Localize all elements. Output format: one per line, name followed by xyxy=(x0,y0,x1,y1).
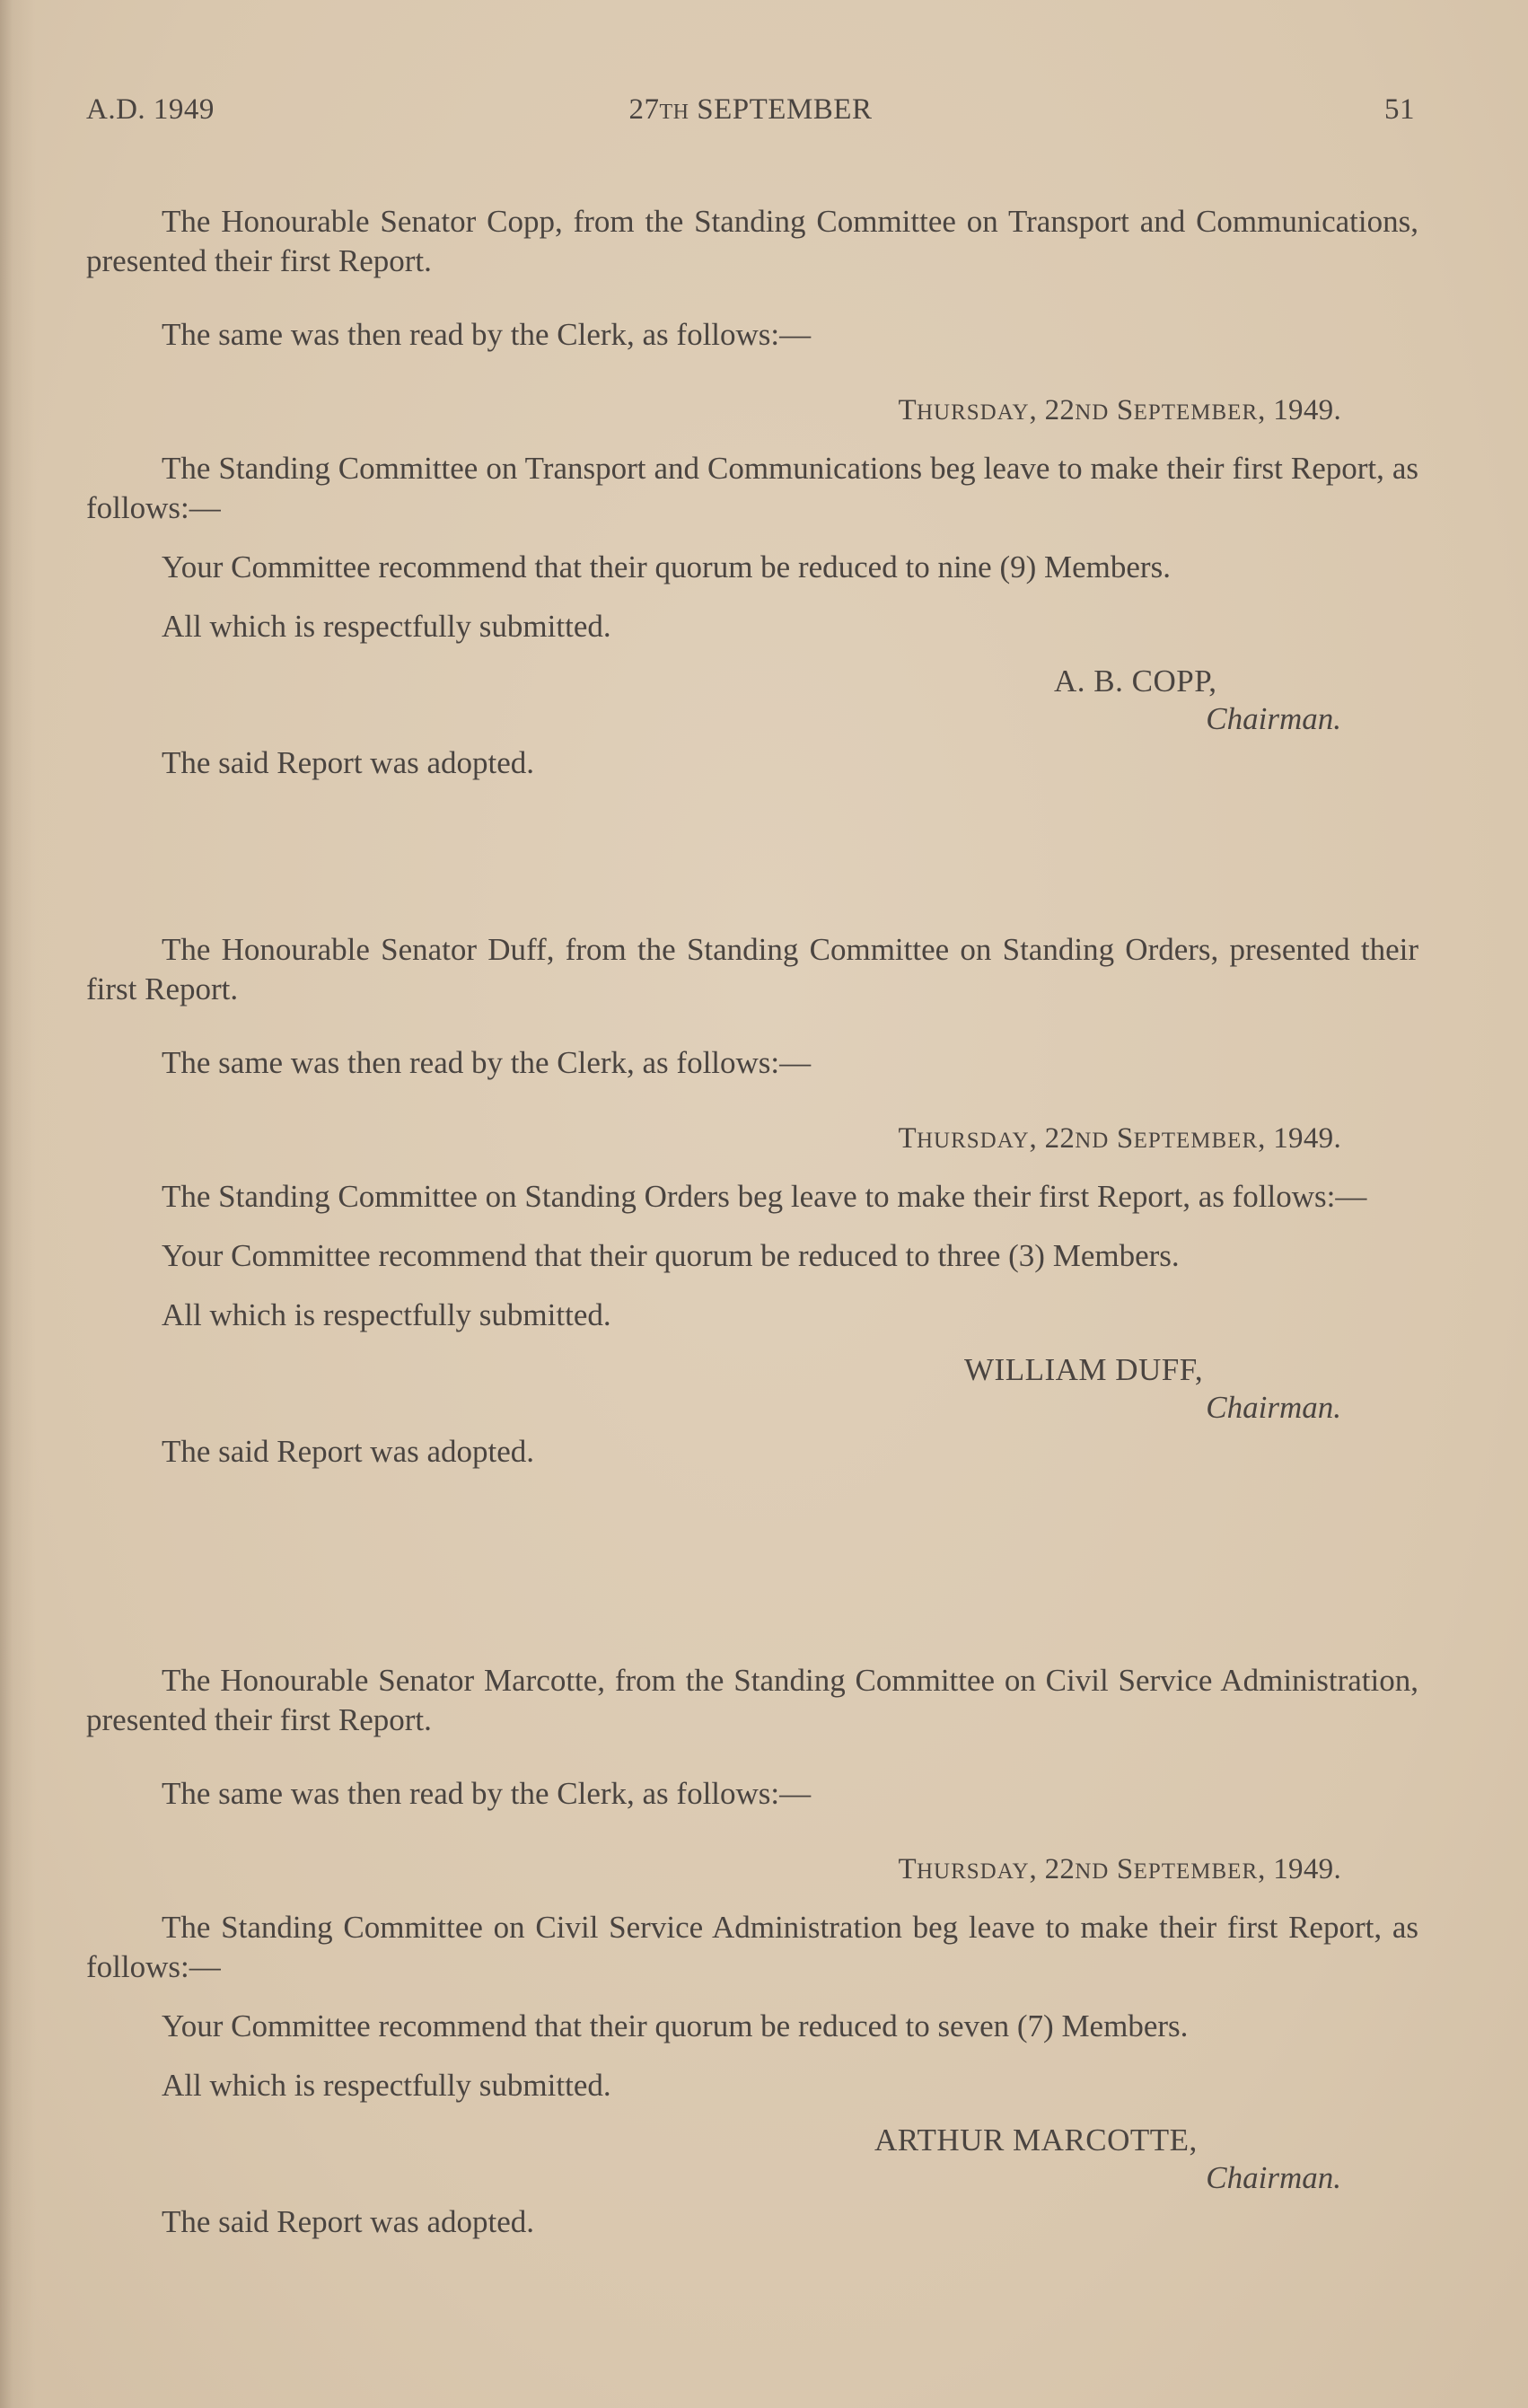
report-section-3 xyxy=(86,1661,1418,2242)
page-header xyxy=(86,93,1415,133)
signatory-name-text: ARTHUR MARCOTTE, xyxy=(874,2122,1198,2158)
signatory-title: Chairman. xyxy=(1206,2160,1341,2195)
date-ordinal: ND xyxy=(1075,400,1110,425)
report-signature xyxy=(86,663,1418,738)
date-year: , 1949. xyxy=(1258,394,1341,426)
report-date xyxy=(86,1119,1418,1161)
date-month-initial: S xyxy=(1116,1853,1134,1885)
report-read-statement: The same was then read by the Clerk, as follows:— xyxy=(162,1045,812,1080)
report-adopted: The said Report was adopted. xyxy=(162,2204,535,2239)
report-section-1 xyxy=(86,202,1418,783)
report-recommendation: Your Committee recommend that their quorum be reduced to three (3) Members. xyxy=(162,1238,1180,1273)
date-day-initial: T xyxy=(898,394,917,426)
signatory-title: Chairman. xyxy=(1206,701,1341,736)
report-section-2 xyxy=(86,930,1418,1472)
date-day-rest: HURSDAY xyxy=(916,400,1030,425)
date-day-initial: T xyxy=(898,1122,917,1155)
date-number: , 22 xyxy=(1029,1122,1076,1155)
date-number: , 22 xyxy=(1029,394,1076,426)
report-intro: The Honourable Senator Copp, from the Standing Committee on Transport and Communications, presented their first Report. xyxy=(86,204,1418,278)
header-year: A.D. 1949 xyxy=(86,93,215,126)
report-intro: The Honourable Senator Marcotte, from the Standing Committee on Civil Service Administration, presented their first Report. xyxy=(86,1663,1418,1737)
report-recommendation: Your Committee recommend that their quorum be reduced to nine (9) Members. xyxy=(162,549,1171,584)
report-date xyxy=(86,1850,1418,1892)
report-submitted: All which is respectfully submitted. xyxy=(162,1297,611,1332)
signatory-name xyxy=(86,663,1418,700)
header-date xyxy=(589,93,912,127)
date-month-initial: S xyxy=(1116,1122,1134,1155)
report-date xyxy=(86,391,1418,433)
report-leave-statement: The Standing Committee on Transport and Communications beg leave to make their first Report, as follows:— xyxy=(86,451,1418,525)
report-submitted: All which is respectfully submitted. xyxy=(162,609,611,644)
page-number: 51 xyxy=(1384,93,1415,126)
date-month-rest: EPTEMBER xyxy=(1133,400,1259,425)
header-date-month: SEPTEMBER xyxy=(697,93,873,126)
date-day-rest: HURSDAY xyxy=(916,1129,1030,1153)
report-leave-statement: The Standing Committee on Standing Orders beg leave to make their first Report, as follows:— xyxy=(162,1179,1367,1214)
date-day-rest: HURSDAY xyxy=(916,1859,1030,1884)
signatory-name-text: A. B. COPP, xyxy=(1054,664,1217,699)
date-day-initial: T xyxy=(898,1853,917,1885)
date-ordinal: ND xyxy=(1075,1129,1110,1153)
report-adopted: The said Report was adopted. xyxy=(162,1434,535,1469)
date-year: , 1949. xyxy=(1258,1853,1341,1885)
report-leave-statement: The Standing Committee on Civil Service Administration beg leave to make their first Report, as follows:— xyxy=(86,1910,1418,1984)
signatory-name xyxy=(86,1351,1418,1389)
report-read-statement: The same was then read by the Clerk, as follows:— xyxy=(162,1776,812,1811)
date-year: , 1949. xyxy=(1258,1122,1341,1155)
signatory-name-text: WILLIAM DUFF, xyxy=(964,1352,1204,1387)
date-month-rest: EPTEMBER xyxy=(1133,1129,1259,1153)
report-adopted: The said Report was adopted. xyxy=(162,745,535,780)
date-number: , 22 xyxy=(1029,1853,1076,1885)
header-date-day: 27 xyxy=(628,93,660,126)
date-month-rest: EPTEMBER xyxy=(1133,1859,1259,1884)
report-intro: The Honourable Senator Duff, from the Standing Committee on Standing Orders, presented their first Report. xyxy=(86,932,1418,1006)
report-recommendation: Your Committee recommend that their quorum be reduced to seven (7) Members. xyxy=(162,2008,1189,2043)
date-month-initial: S xyxy=(1116,394,1134,426)
header-date-suffix: TH xyxy=(659,101,689,124)
report-signature xyxy=(86,1351,1418,1427)
report-read-statement: The same was then read by the Clerk, as follows:— xyxy=(162,317,812,352)
date-ordinal: ND xyxy=(1075,1859,1110,1884)
signatory-name xyxy=(86,2122,1418,2159)
report-submitted: All which is respectfully submitted. xyxy=(162,2068,611,2103)
report-signature xyxy=(86,2122,1418,2197)
signatory-title: Chairman. xyxy=(1206,1390,1341,1425)
